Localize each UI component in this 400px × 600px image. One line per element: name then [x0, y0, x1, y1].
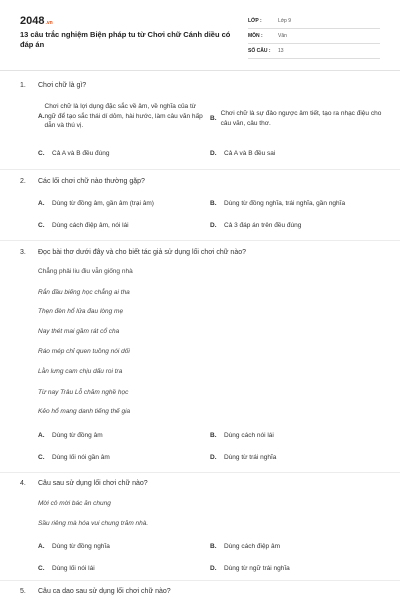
option-text: Dùng cách nói lái [224, 432, 274, 439]
option-text: Dùng từ đồng nghĩa, trái nghĩa, gần nghĩa [224, 200, 346, 207]
option-text: Cả A và B đều đúng [52, 150, 110, 157]
option-b[interactable] [210, 542, 382, 552]
option-letter: C. [38, 222, 45, 229]
option-text: Chơi chữ là lợi dụng đặc sắc về âm, về nghĩa của từ ngữ để tạo sắc thái dí dỏm, hài hước, làm câu văn hấp dẫn và thú vị. [44, 103, 203, 129]
option-letter: B. [210, 115, 217, 122]
option-letter: D. [210, 454, 217, 461]
poem-line: Nay thét mai gầm rát cổ cha [38, 328, 120, 335]
meta-key: SỐ CÂU : [248, 48, 271, 54]
option-letter: D. [210, 222, 217, 229]
question-stem [20, 177, 385, 187]
logo-number: 2048 [20, 15, 45, 27]
question-text: Câu ca dao sau sử dụng lối chơi chữ nào? [38, 588, 171, 595]
poem-line: Lằn lưng cam chịu dấu roi tra [38, 368, 123, 375]
option-letter: D. [210, 150, 217, 157]
meta-table [248, 14, 380, 59]
question-divider [0, 169, 400, 170]
poem-line: Thẹn đèn hổ lửa đau lòng mẹ [38, 308, 124, 315]
option-c[interactable] [38, 453, 203, 463]
meta-key: LỚP : [248, 18, 262, 24]
option-letter: C. [38, 150, 45, 157]
logo-suffix: .vn [45, 20, 53, 26]
option-text: Dùng từ đồng âm, gần âm (trại âm) [52, 200, 154, 207]
poem-line: Kẻo hổ mang danh tiếng thế gia [38, 408, 131, 415]
option-text: Cả 3 đáp án trên đều đúng [224, 222, 302, 229]
option-text: Dùng từ đồng âm [52, 432, 103, 439]
header [0, 0, 400, 70]
question-text: Chơi chữ là gì? [38, 82, 87, 89]
option-b[interactable] [210, 431, 382, 441]
meta-row-count [248, 44, 380, 59]
option-b[interactable] [210, 199, 382, 209]
question-1 [20, 81, 385, 176]
option-letter: A. [38, 200, 45, 207]
question-5 [20, 587, 385, 599]
question-stem [20, 248, 385, 258]
option-b[interactable] [210, 109, 382, 128]
option-text: Dùng lối nói gần âm [52, 454, 110, 461]
question-text: Đọc bài thơ dưới đây và cho biết tác giả sử dụng lối chơi chữ nào? [38, 249, 246, 256]
poem-line: Sầu riêng mà hóa vui chung trăm nhà. [38, 520, 149, 527]
option-text: Dùng lối nói lái [52, 565, 95, 572]
question-text: Các lối chơi chữ nào thường gặp? [38, 178, 145, 185]
question-stem [20, 587, 385, 597]
option-letter: C. [38, 454, 45, 461]
poem-line: Rắn đầu biếng học chẳng ai tha [38, 289, 130, 296]
option-text: Dùng từ đồng nghĩa [52, 543, 110, 550]
option-letter: D. [210, 565, 217, 572]
meta-key: MÔN : [248, 33, 263, 39]
option-letter: B. [210, 543, 217, 550]
question-stem [20, 479, 385, 489]
poem-line: Từ nay Trâu Lỗ chăm nghề học [38, 389, 129, 396]
option-d[interactable] [210, 564, 382, 574]
option-letter: C. [38, 565, 45, 572]
question-number: 3. [20, 249, 26, 256]
option-d[interactable] [210, 149, 382, 159]
option-text: Dùng từ trái nghĩa [224, 454, 277, 461]
meta-value: Văn [278, 33, 287, 39]
question-divider [0, 240, 400, 241]
option-a[interactable] [38, 431, 203, 441]
option-letter: A. [38, 543, 45, 550]
option-letter: B. [210, 432, 217, 439]
option-letter: A. [38, 432, 45, 439]
poem-line: Ráo mép chỉ quen tuồng nói dối [38, 348, 130, 355]
question-divider [0, 472, 400, 473]
question-3 [20, 248, 385, 468]
option-a[interactable] [38, 542, 203, 552]
option-text: Dùng cách điệp âm [224, 543, 281, 550]
question-number: 4. [20, 480, 26, 487]
question-text: Câu sau sử dụng lối chơi chữ nào? [38, 480, 148, 487]
option-text: Dùng cách điệp âm, nói lái [52, 222, 129, 229]
meta-value: 13 [278, 48, 284, 54]
question-stem [20, 81, 385, 91]
option-text: Dùng từ ngữ trái nghĩa [224, 565, 290, 572]
question-number: 1. [20, 82, 26, 89]
option-c[interactable] [38, 149, 203, 159]
option-letter: B. [210, 200, 217, 207]
meta-row-class [248, 14, 380, 29]
option-c[interactable] [38, 221, 203, 231]
meta-value: Lớp 9 [278, 18, 292, 24]
page-title: 13 câu trắc nghiệm Biện pháp tu từ Chơi chữ Cánh diều có đáp án [20, 30, 231, 49]
question-number: 5. [20, 588, 26, 595]
question-divider [0, 580, 400, 581]
option-d[interactable] [210, 453, 382, 463]
option-text: Cả A và B đều sai [224, 150, 276, 157]
option-text: Chơi chữ là sự đảo ngược âm tiết, tạo ra nhạc điệu cho câu văn, câu thơ. [220, 110, 382, 127]
poem-intro: Chẳng phải liu điu vẫn giống nhà [38, 268, 133, 275]
poem-line: Mời cô mời bác ăn chung [38, 500, 111, 507]
option-letter: A. [38, 113, 45, 120]
question-4 [20, 479, 385, 579]
question-2 [20, 177, 385, 242]
meta-row-subject [248, 29, 380, 44]
question-number: 2. [20, 178, 26, 185]
site-logo[interactable] [20, 15, 53, 27]
option-c[interactable] [38, 564, 203, 574]
option-a[interactable] [38, 199, 203, 209]
option-d[interactable] [210, 221, 382, 231]
option-a[interactable] [38, 102, 203, 131]
header-divider [0, 70, 400, 71]
